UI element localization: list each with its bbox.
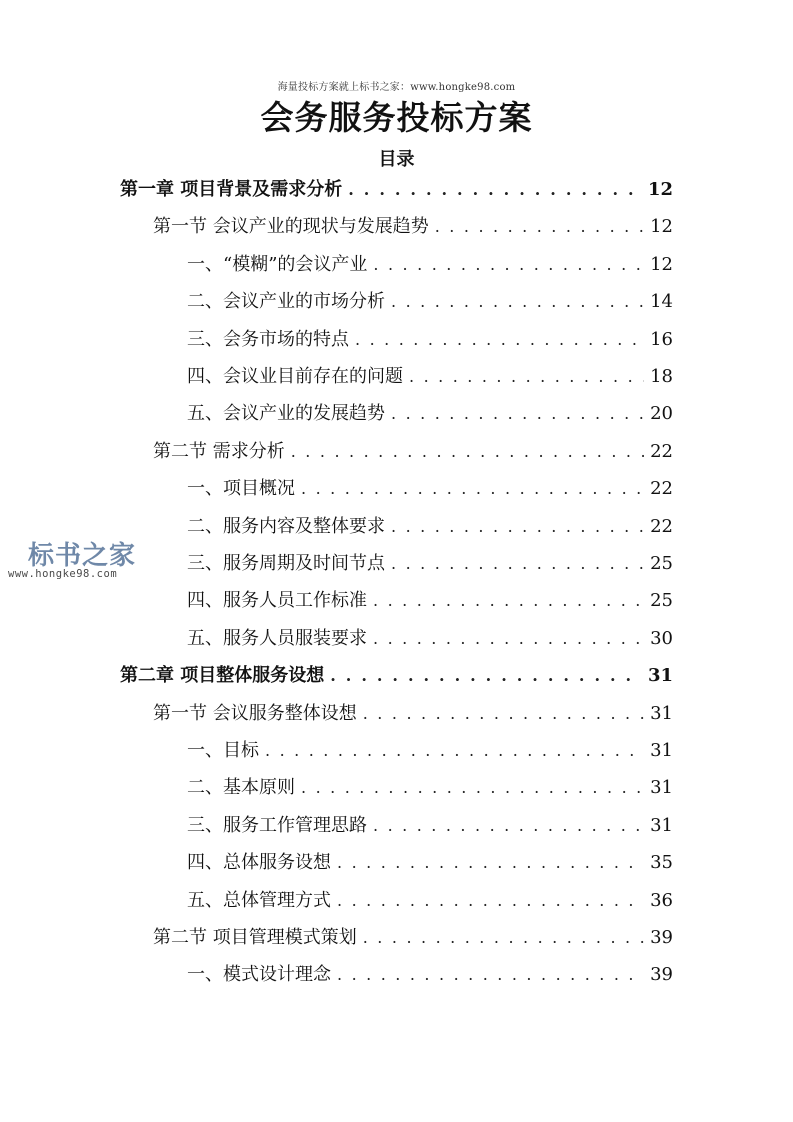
toc-dot-leader [363, 923, 644, 953]
toc-entry-label: 二、服务内容及整体要求 [187, 515, 385, 537]
toc-entry-label: 三、服务工作管理思路 [187, 814, 367, 836]
toc-entry[interactable] [120, 661, 673, 691]
toc-entry[interactable] [187, 960, 673, 990]
toc-entry-label: 一、项目概况 [187, 478, 295, 500]
toc-entry-page: 20 [650, 403, 673, 425]
toc-entry-page: 31 [650, 814, 673, 836]
toc-dot-leader [409, 362, 644, 392]
toc-entry-page: 25 [650, 553, 673, 574]
toc-entry[interactable] [187, 624, 673, 654]
toc-entry-page: 14 [650, 291, 673, 313]
toc-entry-page: 12 [647, 179, 673, 200]
toc-entry-page: 22 [650, 440, 673, 462]
watermark-brand: 标书之家 [28, 541, 137, 571]
toc-dot-leader [337, 960, 644, 990]
toc-dot-leader [348, 175, 642, 205]
document-title: 会务服务投标方案 [260, 98, 533, 137]
toc-entry-page: 22 [650, 478, 673, 500]
toc-entry-label: 一、“模糊”的会议产业 [187, 253, 368, 275]
toc-dot-leader [291, 437, 644, 467]
toc-entry-label: 五、总体管理方式 [187, 889, 331, 911]
toc-entry-page: 12 [650, 216, 673, 238]
toc-entry-label: 三、会务市场的特点 [187, 328, 349, 350]
toc-entry[interactable] [187, 811, 673, 841]
toc-entry[interactable] [187, 736, 673, 766]
toc-entry-page: 16 [650, 328, 673, 350]
toc-entry-label: 第一章 项目背景及需求分析 [120, 179, 343, 200]
toc-entry[interactable] [153, 923, 673, 953]
toc-entry-page: 31 [650, 740, 673, 761]
toc-entry-label: 五、会议产业的发展趋势 [187, 403, 385, 425]
toc-entry-label: 第一节 会议服务整体设想 [153, 702, 357, 724]
toc-entry-page: 30 [650, 627, 673, 649]
toc-entry[interactable] [120, 175, 673, 205]
toc-entry[interactable] [187, 586, 673, 616]
toc-entry-page: 31 [650, 702, 673, 724]
toc-entry-page: 22 [650, 515, 673, 537]
toc-dot-leader [391, 287, 644, 317]
toc-entry-label: 二、会议产业的市场分析 [187, 291, 385, 313]
toc-entry-page: 39 [650, 964, 673, 986]
toc-entry-label: 一、模式设计理念 [187, 964, 331, 986]
toc-dot-leader [337, 848, 644, 878]
toc-entry[interactable] [187, 848, 673, 878]
toc-entry[interactable] [187, 474, 673, 504]
toc-dot-leader [373, 250, 644, 280]
toc-dot-leader [363, 699, 644, 729]
toc-entry-label: 第一节 会议产业的现状与发展趋势 [153, 216, 429, 238]
toc-entry-page: 35 [650, 852, 673, 874]
toc-entry-page: 18 [650, 366, 673, 387]
toc-entry-page: 39 [650, 927, 673, 948]
toc-entry-label: 第二章 项目整体服务设想 [120, 665, 325, 687]
toc-entry[interactable] [153, 437, 673, 467]
toc-dot-leader [355, 325, 644, 355]
toc-entry[interactable] [187, 512, 673, 542]
toc-entry-label: 三、服务周期及时间节点 [187, 553, 385, 574]
toc-dot-leader [391, 399, 644, 429]
toc-entry[interactable] [153, 212, 673, 242]
toc-heading: 目录 [378, 149, 415, 170]
toc-dot-leader [337, 886, 644, 916]
watermark-logo [6, 535, 156, 585]
toc-entry[interactable] [187, 399, 673, 429]
toc-entry-label: 第二节 需求分析 [153, 440, 285, 462]
toc-entry-label: 四、会议业目前存在的问题 [187, 366, 403, 387]
toc-entry-label: 五、服务人员服装要求 [187, 627, 367, 649]
toc-entry[interactable] [187, 549, 673, 579]
toc-dot-leader [435, 212, 644, 242]
toc-entry[interactable] [187, 362, 673, 392]
toc-dot-leader [373, 586, 644, 616]
toc-entry-page: 31 [647, 665, 673, 687]
toc-dot-leader [391, 512, 644, 542]
toc-entry-page: 31 [650, 777, 673, 799]
watermark-url: www.hongke98.com [8, 568, 118, 580]
toc-entry-page: 12 [650, 253, 673, 275]
toc-entry[interactable] [187, 886, 673, 916]
toc-entry[interactable] [187, 325, 673, 355]
toc-entry-page: 25 [650, 590, 673, 612]
toc-entry[interactable] [187, 773, 673, 803]
toc-entry-label: 一、目标 [187, 740, 259, 761]
toc-entry[interactable] [187, 250, 673, 280]
toc-entry-label: 二、基本原则 [187, 777, 295, 799]
toc-dot-leader [391, 549, 644, 579]
toc-dot-leader [330, 661, 642, 691]
toc-entry[interactable] [153, 699, 673, 729]
toc-entry-page: 36 [650, 889, 673, 911]
toc-dot-leader [265, 736, 644, 766]
toc-entry-label: 第二节 项目管理模式策划 [153, 927, 357, 948]
toc-dot-leader [373, 624, 644, 654]
toc-entry-label: 四、总体服务设想 [187, 852, 331, 874]
toc-dot-leader [301, 474, 644, 504]
header-note: 海量投标方案就上标书之家：www.hongke98.com [277, 82, 516, 93]
toc-entry-label: 四、服务人员工作标准 [187, 590, 367, 612]
toc-entry[interactable] [187, 287, 673, 317]
toc-dot-leader [373, 811, 644, 841]
toc-dot-leader [301, 773, 644, 803]
